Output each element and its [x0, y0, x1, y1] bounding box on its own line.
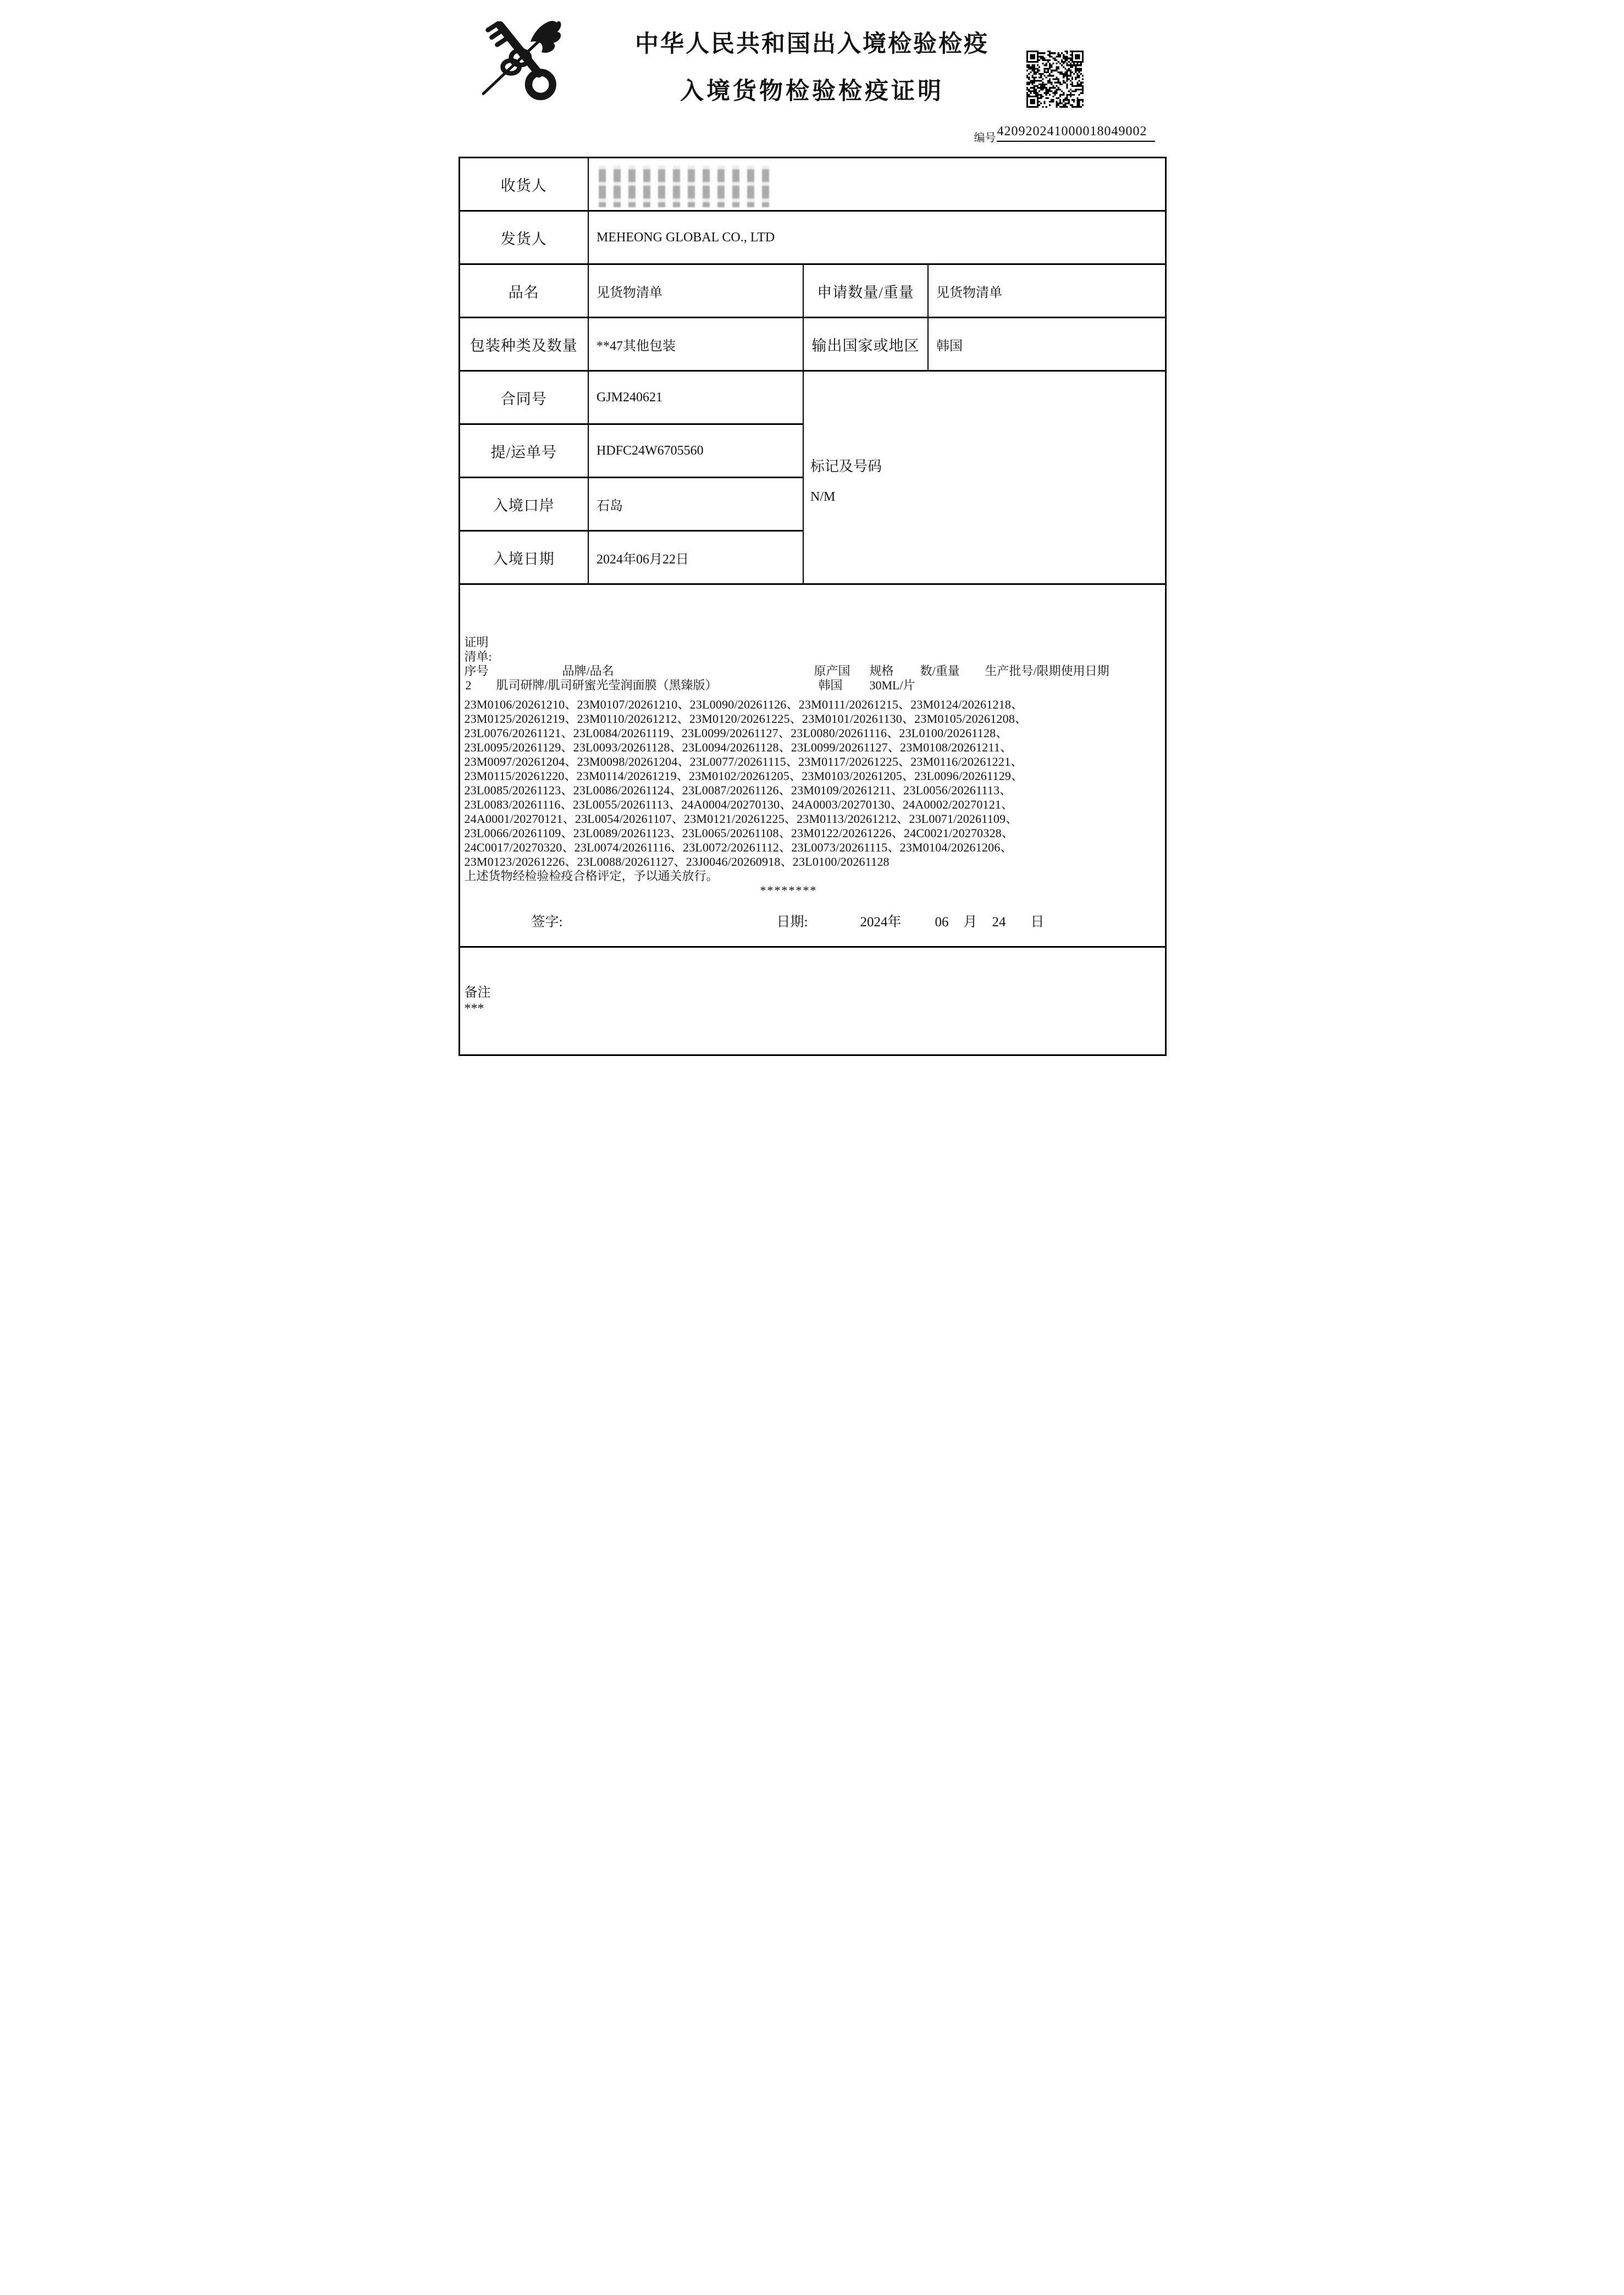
contract-label: 合同号: [459, 371, 588, 424]
date-month: 06: [935, 915, 949, 930]
batch-line: 23M0123/20261226、23L0088/20261127、23J0046/20260918、23L0100/20261128: [464, 855, 890, 869]
shipper-value: MEHEONG GLOBAL CO., LTD: [588, 211, 1165, 264]
export-country-value: 韩国: [928, 318, 1165, 371]
batch-line: 23M0097/20261204、23M0098/20261204、23L0077/20261115、23M0117/20261225、23M0116/20261221、: [464, 755, 1023, 768]
remark-section: [459, 947, 1165, 1055]
serial-label: 编号: [974, 132, 996, 144]
batch-line: 23L0095/20261129、23L0093/20261128、23L0094/20261128、23L0099/20261127、23M0108/20261211、: [464, 740, 1013, 754]
item-seq: 2: [465, 678, 472, 692]
certificate-list-label: 清单:: [464, 650, 492, 663]
certificate-section: [459, 584, 1165, 947]
signature-row: [465, 915, 1161, 932]
batch-line: 24C0017/20270320、23L0074/20261116、23L0072/20261112、23L0073/20261115、23M0104/20261206、: [464, 840, 1013, 854]
marks-label: 标记及号码: [810, 458, 882, 474]
conclusion-line: 上述货物经检验检疫合格评定，予以通关放行。: [464, 869, 719, 883]
product-name-label: 品名: [459, 264, 588, 318]
product-name-value: 见货物清单: [588, 264, 803, 318]
quantity-label: 申请数量/重量: [803, 264, 928, 318]
shipper-label: 发货人: [459, 211, 588, 264]
remark-value: ***: [464, 1002, 484, 1016]
item-origin: 韩国: [818, 678, 843, 692]
table-row-consignee: [459, 158, 1165, 211]
batch-line: 23M0125/20261219、23M0110/20261212、23M0120/20261225、23M0101/20261130、23M0105/20261208、: [464, 712, 1028, 726]
col-qty: 数/重量: [920, 664, 960, 678]
date-month-suffix: 月: [963, 915, 977, 930]
batch-number-list: [465, 698, 1161, 869]
certificate-columns-header: [465, 664, 1161, 678]
batch-line: 24A0001/20270121、23L0054/20261107、23M0121/20261225、23M0113/20261212、23L0071/20261109、: [464, 812, 1018, 826]
col-batch: 生产批号/限期使用日期: [985, 664, 1109, 678]
date-day: 24: [992, 915, 1006, 930]
batch-line: 23L0066/20261109、23L0089/20261123、23L0065/20261108、23M0122/20261226、24C0021/20270328、: [464, 826, 1014, 840]
redaction-block: [599, 165, 770, 207]
contract-value: GJM240621: [588, 371, 803, 424]
sign-label: 签字:: [531, 915, 563, 930]
bill-of-lading-value: HDFC24W6705560: [588, 424, 803, 478]
quantity-value: 见货物清单: [928, 264, 1165, 318]
item-spec: 30ML/片: [869, 678, 915, 692]
col-origin: 原产国: [814, 664, 850, 678]
marks-cell: [803, 371, 1165, 584]
bill-of-lading-label: 提/运单号: [459, 424, 588, 478]
table-row-remark: [459, 947, 1165, 1055]
col-spec: 规格: [869, 664, 894, 678]
entry-date-value: 2024年06月22日: [588, 531, 803, 584]
packaging-label: 包装种类及数量: [459, 318, 588, 371]
doc-title: 中华人民共和国出入境检验检疫: [635, 30, 989, 58]
date-day-suffix: 日: [1030, 915, 1045, 930]
batch-line: 23M0115/20261220、23M0114/20261219、23M0102/20261205、23M0103/20261205、23L0096/20261129、: [464, 769, 1024, 783]
consignee-value: [588, 158, 1165, 211]
date-year: 2024年: [860, 915, 902, 930]
table-row-product: [459, 264, 1165, 318]
certificate-title: 证明: [464, 635, 489, 649]
certificate-document-page: [406, 0, 1218, 1148]
entry-port-label: 入境口岸: [459, 478, 588, 531]
batch-line: 23M0106/20261210、23M0107/20261210、23L0090/20261126、23M0111/20261215、23M0124/20261218、: [464, 698, 1024, 711]
doc-subtitle: 入境货物检验检疫证明: [680, 78, 944, 105]
batch-line: 23L0085/20261123、23L0086/20261124、23L0087/20261126、23M0109/20261211、23L0056/20261113、: [464, 783, 1012, 797]
col-seq: 序号: [464, 664, 489, 678]
entry-port-value: 石岛: [588, 478, 803, 531]
batch-line: 23L0083/20261116、23L0055/20261113、24A0004/20270130、24A0003/20270130、24A0002/20270121、: [464, 798, 1014, 811]
packaging-value: **47其他包装: [588, 318, 803, 371]
table-row-shipper: [459, 211, 1165, 264]
main-form-table: [459, 157, 1167, 1056]
table-row-contract: [459, 371, 1165, 424]
table-row-certificate: [459, 584, 1165, 947]
consignee-label: 收货人: [459, 158, 588, 211]
export-country-label: 输出国家或地区: [803, 318, 928, 371]
remark-label: 备注: [464, 986, 491, 1000]
marks-value: N/M: [810, 489, 836, 504]
qr-code-icon: [1026, 51, 1084, 108]
table-row-packaging: [459, 318, 1165, 371]
entry-date-label: 入境日期: [459, 531, 588, 584]
col-brand: 品牌/品名: [562, 664, 614, 678]
batch-line: 23L0076/20261121、23L0084/20261119、23L0099/20261127、23L0080/20261116、23L0100/20261128、: [464, 726, 1008, 740]
date-label: 日期:: [776, 915, 808, 930]
serial-number: 420920241000018049002: [997, 124, 1155, 142]
stars-line: ********: [760, 883, 817, 897]
serial-row: [974, 124, 1155, 142]
item-name: 肌司研牌/肌司研蜜光莹润面膜（黑臻版）: [496, 678, 717, 692]
certificate-item-row: [465, 678, 1161, 693]
